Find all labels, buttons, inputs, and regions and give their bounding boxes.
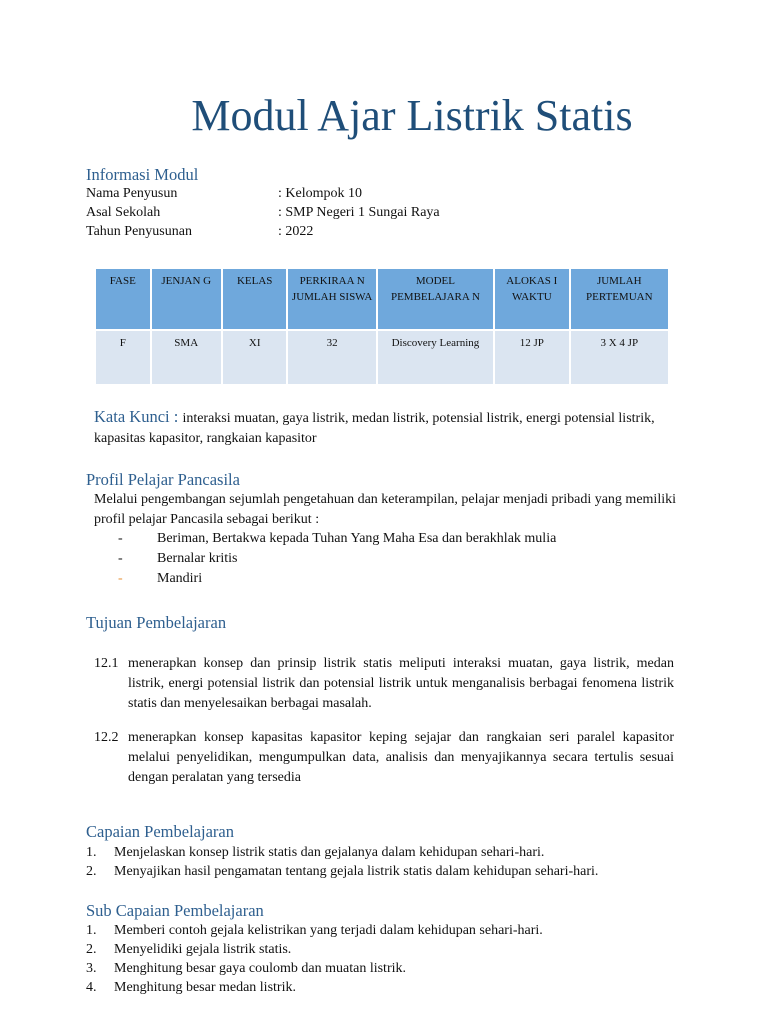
info-value: : Kelompok 10	[278, 186, 362, 201]
table-header-row	[95, 268, 669, 330]
module-info-table	[94, 267, 670, 386]
profil-heading: Profil Pelajar Pancasila	[86, 470, 240, 489]
table-header-cell: MODEL PEMBELAJARA N	[377, 268, 494, 330]
informasi-heading: Informasi Modul	[86, 165, 199, 184]
table-cell: SMA	[151, 330, 222, 385]
info-label: Nama Penyusun	[86, 186, 178, 201]
tujuan-item	[94, 654, 674, 714]
table-header-cell: ALOKAS I WAKTU	[494, 268, 569, 330]
table-cell: 12 JP	[494, 330, 569, 385]
tujuan-item	[94, 728, 674, 788]
info-value: : 2022	[278, 224, 314, 239]
list-number: 1.	[86, 923, 97, 938]
table-cell: F	[95, 330, 151, 385]
info-label: Asal Sekolah	[86, 205, 161, 220]
table-cell: 32	[287, 330, 376, 385]
tujuan-text: menerapkan konsep dan prinsip listrik statis meliputi interaksi muatan, gaya listrik, medan listrik, energi potensial listrik dan potensial listrik untuk menganalisis berbagai fenomena listrik statis dan menyelesaikan berbagai masalah.	[128, 656, 674, 711]
kata-kunci-heading: Kata Kunci :	[94, 407, 183, 426]
sub-capaian-heading: Sub Capaian Pembelajaran	[86, 901, 264, 920]
kata-kunci	[94, 407, 676, 449]
tujuan-number: 12.1	[94, 656, 119, 671]
list-item-text: Menghitung besar gaya coulomb dan muatan listrik.	[114, 961, 406, 976]
info-value: : SMP Negeri 1 Sungai Raya	[278, 205, 440, 220]
list-item-text: Menghitung besar medan listrik.	[114, 980, 296, 995]
table-cell: 3 X 4 JP	[570, 330, 669, 385]
list-number: 2.	[86, 942, 97, 957]
bullet-dash: -	[118, 571, 123, 586]
info-label: Tahun Penyusunan	[86, 224, 192, 239]
tujuan-text: menerapkan konsep kapasitas kapasitor keping sejajar dan rangkaian seri paralel kapasitor melalui penyelidikan, mengumpulkan data, analisis dan menyajikannya secara tertulis sesuai dengan peralatan yang tersedia	[128, 730, 674, 785]
list-item-text: Beriman, Bertakwa kepada Tuhan Yang Maha Esa dan berakhlak mulia	[157, 531, 557, 546]
bullet-dash: -	[118, 551, 123, 566]
table-header-cell: KELAS	[222, 268, 287, 330]
list-number: 3.	[86, 961, 97, 976]
table-cell: Discovery Learning	[377, 330, 494, 385]
list-number: 2.	[86, 864, 97, 879]
table-header-cell: JENJAN G	[151, 268, 222, 330]
page-title: Modul Ajar Listrik Statis	[191, 91, 633, 140]
list-number: 4.	[86, 980, 97, 995]
table-row	[95, 330, 669, 385]
list-number: 1.	[86, 845, 97, 860]
table-header-cell: PERKIRAA N JUMLAH SISWA	[287, 268, 376, 330]
capaian-heading: Capaian Pembelajaran	[86, 822, 234, 841]
table-header-cell: FASE	[95, 268, 151, 330]
table-cell: XI	[222, 330, 287, 385]
list-item-text: Mandiri	[157, 571, 203, 586]
tujuan-heading: Tujuan Pembelajaran	[86, 613, 227, 632]
list-item-text: Menyajikan hasil pengamatan tentang gejala listrik statis dalam kehidupan sehari-hari.	[114, 864, 599, 879]
list-item-text: Menyelidiki gejala listrik statis.	[114, 942, 292, 957]
list-item-text: Menjelaskan konsep listrik statis dan gejalanya dalam kehidupan sehari-hari.	[114, 845, 545, 860]
profil-intro: Melalui pengembangan sejumlah pengetahuan dan keterampilan, pelajar menjadi pribadi yang memiliki profil pelajar Pancasila sebagai berikut :	[94, 492, 676, 527]
kata-kunci-text: interaksi muatan, gaya listrik, medan listrik, potensial listrik, energi potensial listrik, kapasitas kapasitor, rangkaian kapasitor	[94, 411, 655, 446]
table-header-cell: JUMLAH PERTEMUAN	[570, 268, 669, 330]
bullet-dash: -	[118, 531, 123, 546]
list-item-text: Bernalar kritis	[157, 551, 238, 566]
tujuan-number: 12.2	[94, 730, 119, 745]
list-item-text: Memberi contoh gejala kelistrikan yang terjadi dalam kehidupan sehari-hari.	[114, 923, 543, 938]
